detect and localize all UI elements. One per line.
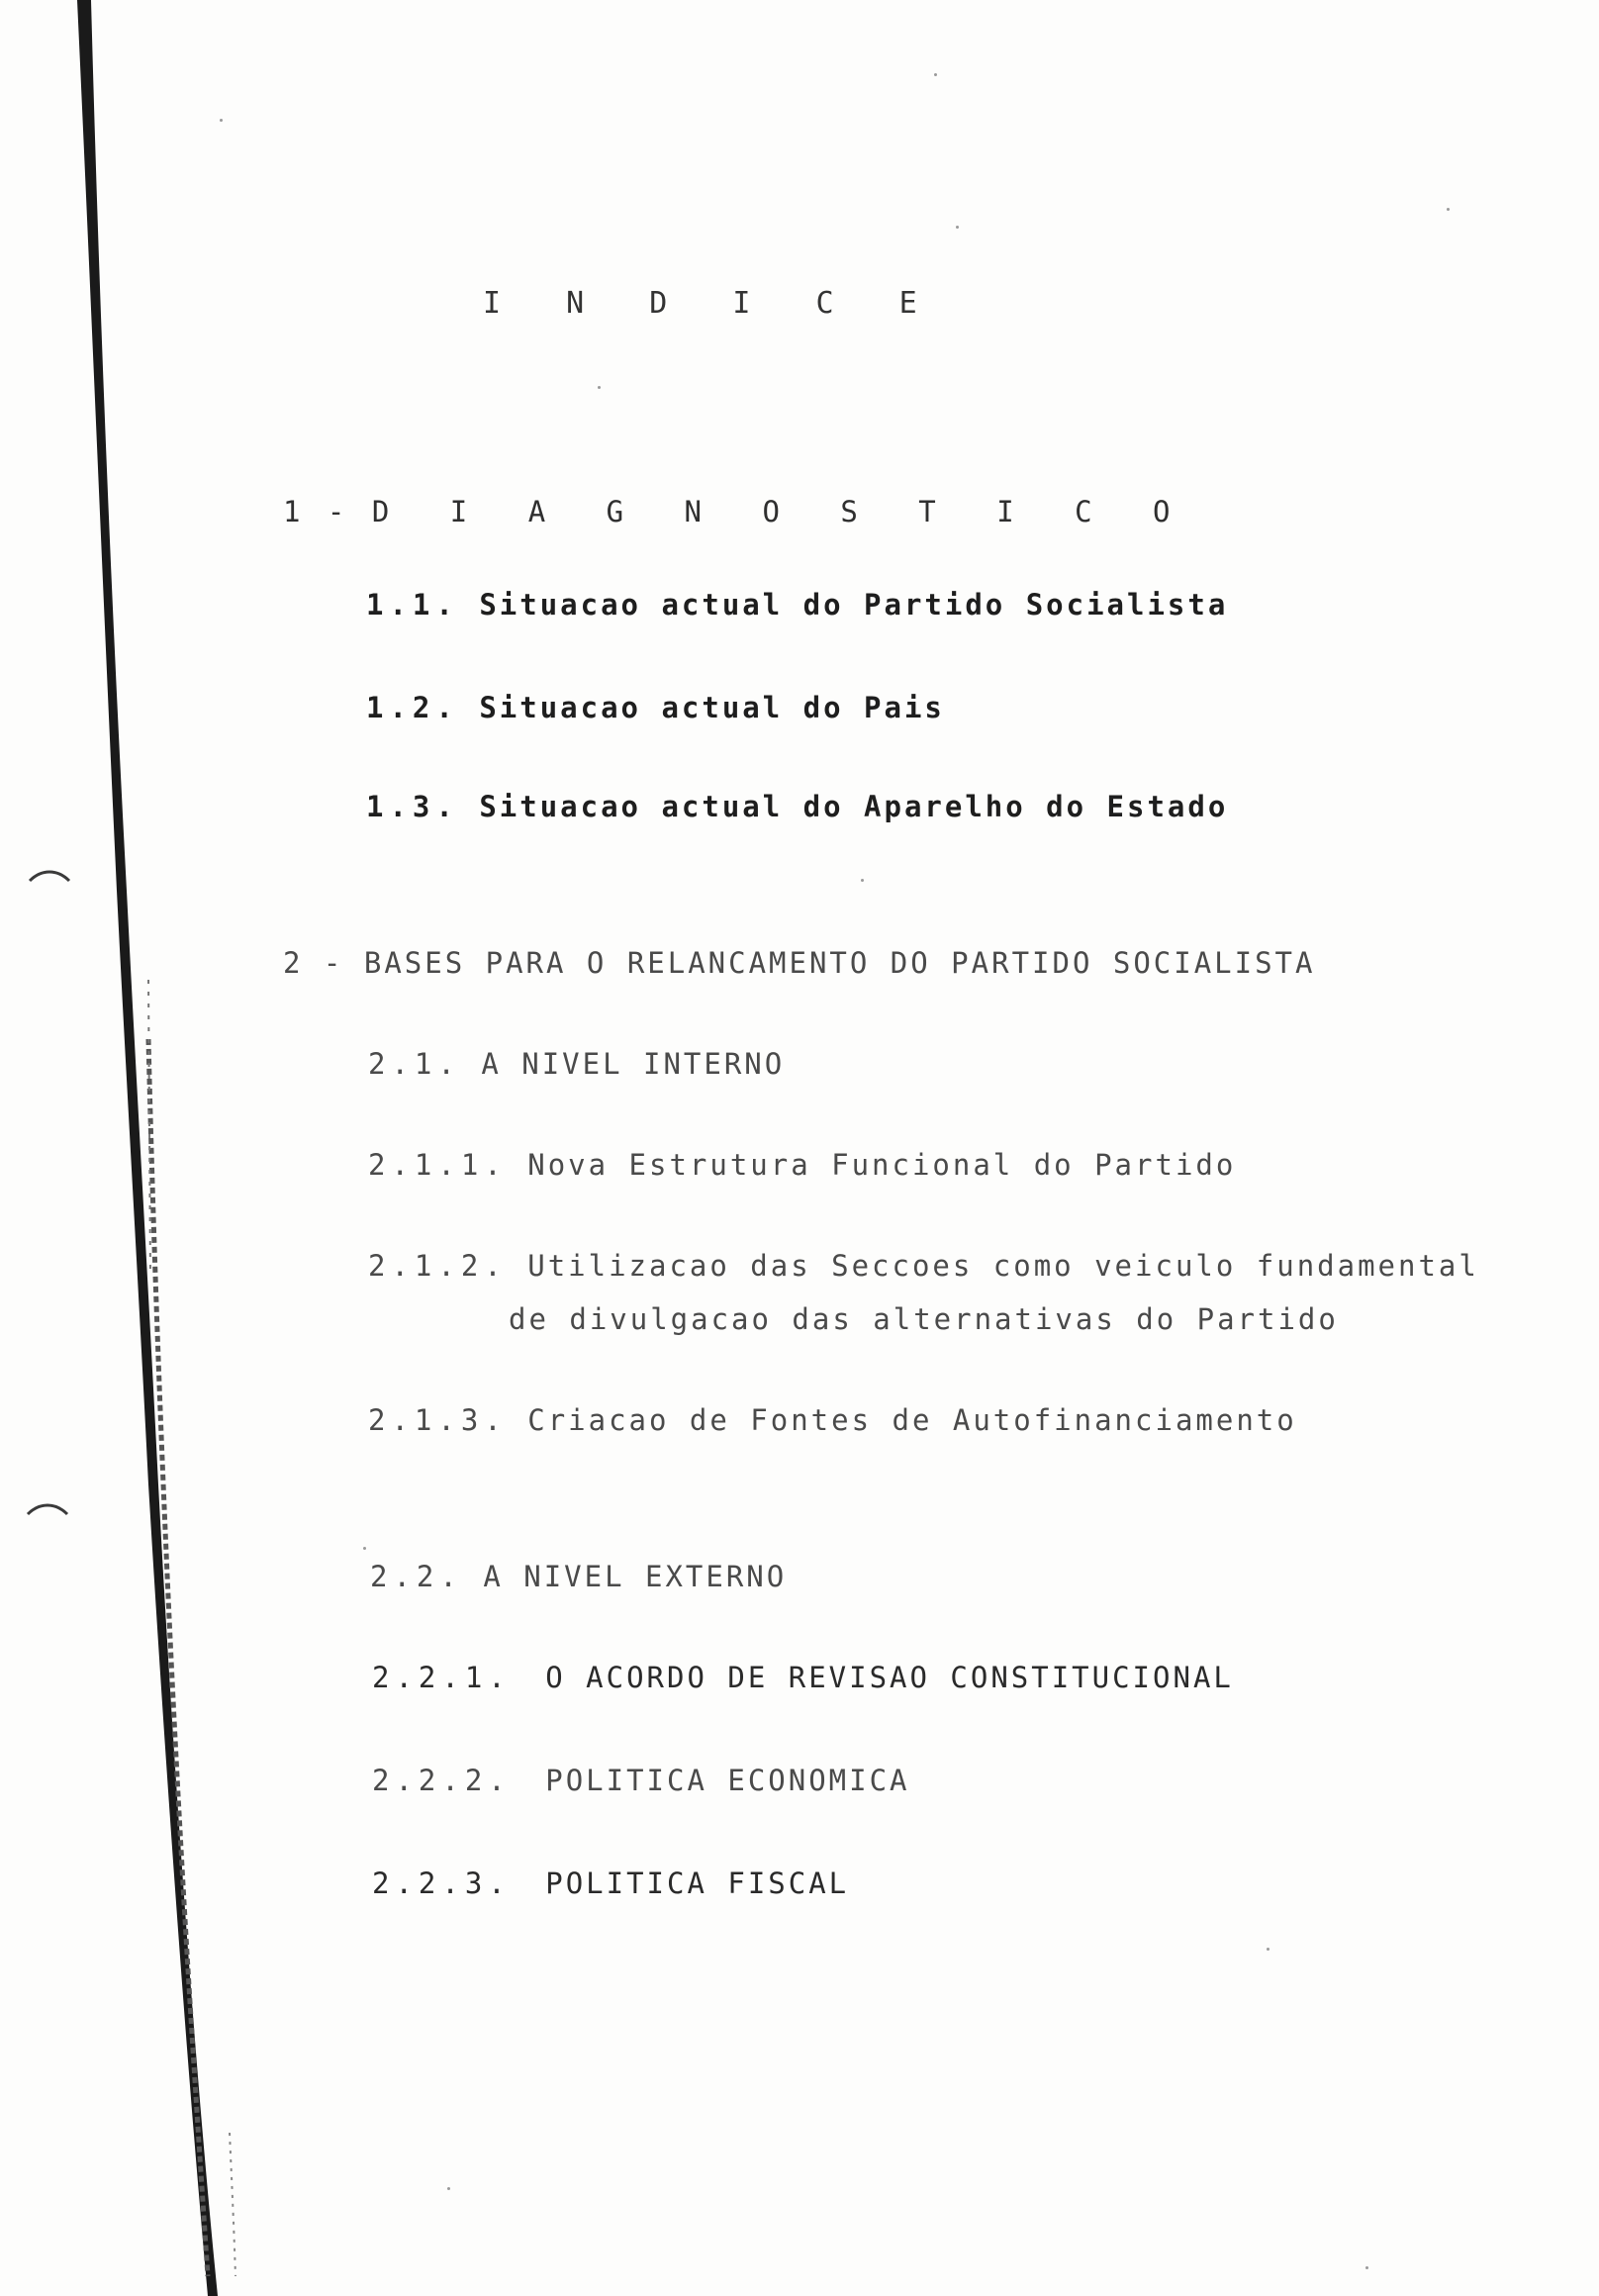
toc-entry-2-2-3 [372,1866,849,1900]
section-number: 2 - [283,946,344,980]
toc-entry-2-1-2-continuation: de divulgacao das alternativas do Partido [509,1302,1339,1336]
section-heading-1 [283,495,1192,528]
toc-entry-2-1-2 [368,1249,1479,1283]
scan-speck [598,386,601,389]
entry-label: POLITICA FISCAL [545,1866,850,1900]
entry-label: Criacao de Fontes de Autofinanciamento [527,1403,1297,1437]
toc-entry-1-1 [366,588,1228,622]
toc-entry-1-2 [366,691,945,724]
toc-entry-1-3 [366,790,1228,823]
entry-label: A NIVEL EXTERNO [483,1560,788,1593]
scan-speck [363,1547,366,1550]
scan-speck [1365,2266,1368,2269]
scan-speck [220,119,223,122]
toc-entry-2-1-3 [368,1403,1297,1437]
scan-speck [934,73,937,76]
entry-number: 2.1.2. [368,1249,508,1283]
section-label: D I A G N O S T I C O [371,495,1192,528]
scan-speck [1447,208,1450,211]
entry-label: O ACORDO DE REVISAO CONSTITUCIONAL [545,1661,1234,1694]
scan-speck [956,226,959,229]
scan-speck [861,879,864,882]
scan-speck [447,2187,450,2190]
entry-number: 2.2.3. [372,1866,512,1900]
entry-label: Situacao actual do Pais [479,691,945,724]
entry-number: 2.2.1. [372,1661,512,1694]
page-title: I N D I C E [483,286,941,321]
entry-number: 2.2. [370,1560,463,1593]
entry-number: 2.1.1. [368,1148,508,1182]
entry-label: Situacao actual do Aparelho do Estado [479,790,1229,823]
entry-label: Utilizacao das Seccoes como veiculo fundamental [527,1249,1479,1283]
toc-entry-2-1 [368,1047,785,1081]
section-label: BASES PARA O RELANCAMENTO DO PARTIDO SOCIALISTA [363,946,1316,980]
section-heading-2 [283,946,1315,980]
entry-label: Situacao actual do Partido Socialista [479,588,1229,622]
section-number: 1 - [283,495,350,528]
entry-number: 2.2.2. [372,1764,512,1797]
toc-entry-2-1-1 [368,1148,1236,1182]
entry-number: 1.2. [366,691,459,724]
toc-entry-2-2-1 [372,1661,1234,1694]
binding-edge-shadow [0,0,237,2296]
entry-label: Nova Estrutura Funcional do Partido [527,1148,1237,1182]
toc-entry-2-2 [370,1560,787,1593]
entry-number: 1.1. [366,588,459,622]
entry-label: POLITICA ECONOMICA [545,1764,910,1797]
entry-number: 1.3. [366,790,459,823]
entry-number: 2.1. [368,1047,461,1081]
entry-label: A NIVEL INTERNO [481,1047,786,1081]
entry-number: 2.1.3. [368,1403,508,1437]
scan-speck [1267,1948,1270,1951]
toc-entry-2-2-2 [372,1764,910,1797]
